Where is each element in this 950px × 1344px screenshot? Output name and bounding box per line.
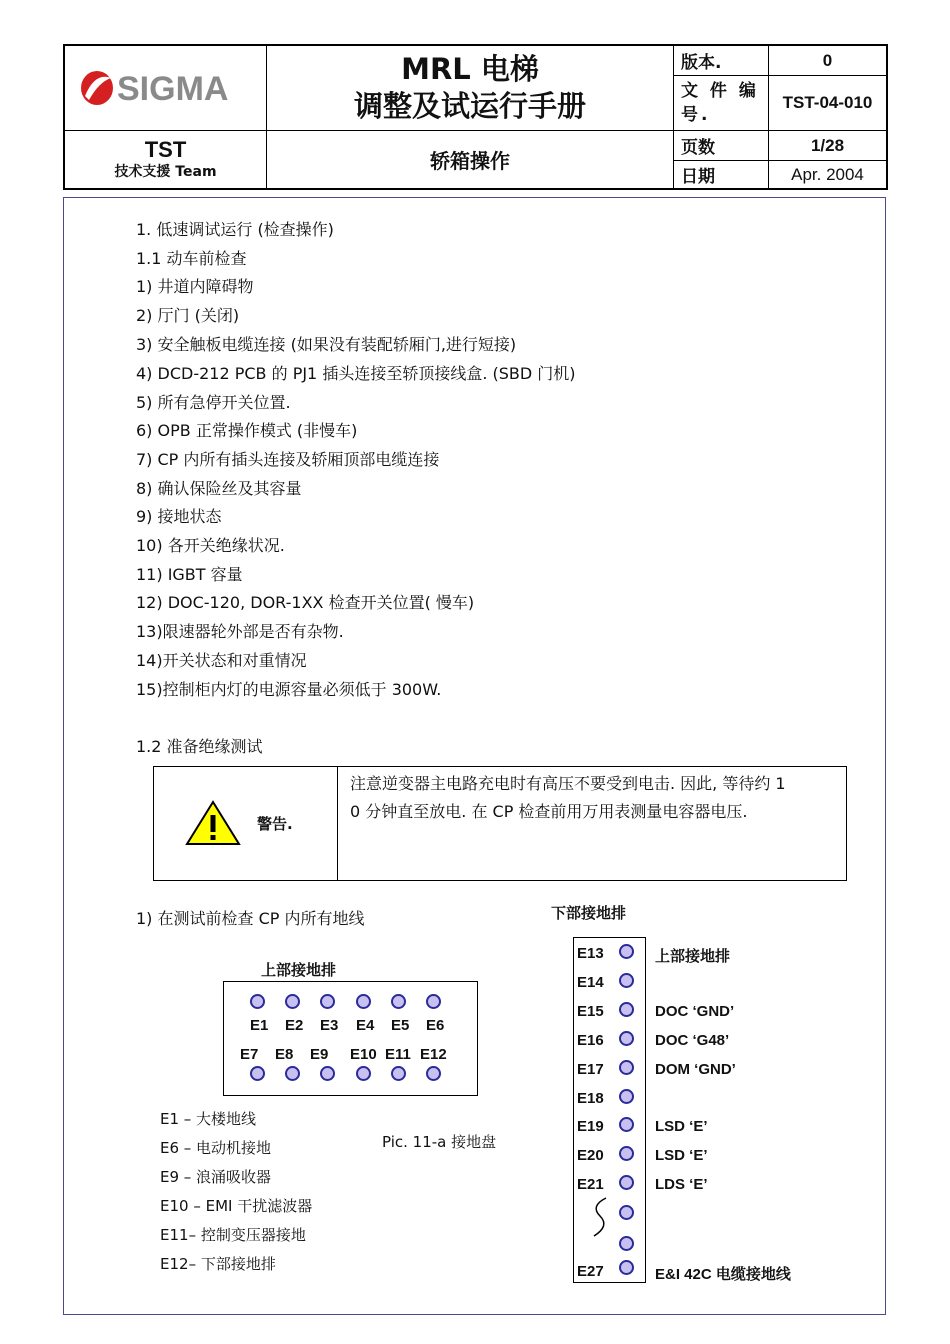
terminal-circle bbox=[285, 994, 300, 1009]
checklist-item: 2) 厅门 (关闭) bbox=[136, 306, 240, 325]
terminal-desc: LDS ‘E’ bbox=[655, 1176, 708, 1194]
team-title: TST bbox=[144, 136, 187, 162]
terminal-circle bbox=[619, 944, 634, 959]
checklist-item: 12) DOC-120, DOR-1XX 检查开关位置( 慢车) bbox=[136, 593, 475, 612]
terminal-circle bbox=[426, 994, 441, 1009]
section-title: 轿箱操作 bbox=[430, 149, 510, 173]
terminal-id: E13 bbox=[577, 945, 604, 962]
checklist-item: 15)控制柜内灯的电源容量必须低于 300W. bbox=[136, 680, 442, 699]
legend-item: E9 – 浪涌吸收器 bbox=[160, 1168, 272, 1186]
terminal-circle bbox=[320, 994, 335, 1009]
company-logo bbox=[65, 46, 266, 130]
date-label: 日期 bbox=[681, 167, 715, 187]
checklist-item: 6) OPB 正常操作模式 (非慢车) bbox=[136, 421, 358, 440]
terminal-circle bbox=[619, 1060, 634, 1075]
sigma-logo-icon bbox=[71, 58, 261, 118]
doc-number-value: TST-04-010 bbox=[782, 93, 873, 112]
terminal-circle bbox=[391, 1066, 406, 1081]
date-value: Apr. 2004 bbox=[791, 164, 864, 184]
sub-heading: 1.2 准备绝缘测试 bbox=[136, 737, 263, 756]
terminal-circle bbox=[619, 1089, 634, 1104]
version-label: 版本. bbox=[681, 53, 722, 73]
checklist-item: 8) 确认保险丝及其容量 bbox=[136, 479, 302, 498]
checklist-item: 9) 接地状态 bbox=[136, 507, 222, 526]
terminal-circle bbox=[619, 1031, 634, 1046]
terminal-label: E6 bbox=[426, 1017, 445, 1034]
terminal-circle bbox=[250, 1066, 265, 1081]
terminal-label: E1 bbox=[250, 1017, 269, 1034]
manual-title-line1: MRL 电梯 bbox=[401, 52, 539, 86]
terminal-circle bbox=[356, 994, 371, 1009]
terminal-circle bbox=[619, 1236, 634, 1251]
terminal-label: E3 bbox=[320, 1017, 339, 1034]
terminal-circle-e27 bbox=[619, 1260, 634, 1275]
logo-text: SIGMA bbox=[116, 70, 228, 108]
terminal-id: E17 bbox=[577, 1060, 604, 1078]
terminal-id: E14 bbox=[577, 973, 604, 991]
terminal-circle bbox=[320, 1066, 335, 1081]
terminal-label: E9 bbox=[310, 1046, 329, 1063]
terminal-desc: 上部接地排 bbox=[655, 948, 731, 965]
upper-bar-title: 上部接地排 bbox=[261, 961, 337, 979]
warning-text-line1: 注意逆变器主电路充电时有高压不要受到电击. 因此, 等待约 1 bbox=[350, 774, 786, 793]
terminal-label: E10 bbox=[350, 1046, 377, 1063]
terminal-circle bbox=[619, 1002, 634, 1017]
terminal-circle bbox=[391, 994, 406, 1009]
checklist-item: 1. 低速调试运行 (检查操作) bbox=[136, 220, 334, 239]
version-value: 0 bbox=[822, 50, 833, 70]
terminal-circle bbox=[356, 1066, 371, 1081]
warning-text-line2: 0 分钟直至放电. 在 CP 检查前用万用表测量电容器电压. bbox=[350, 802, 748, 821]
checklist-item: 14)开关状态和对重情况 bbox=[136, 651, 307, 670]
terminal-circle bbox=[285, 1066, 300, 1081]
checklist-item: 7) CP 内所有插头连接及轿厢顶部电缆连接 bbox=[136, 450, 440, 469]
team-subtitle: 技术支援 Team bbox=[114, 163, 217, 180]
legend-item: E1 – 大楼地线 bbox=[160, 1110, 257, 1128]
terminal-desc: DOC ‘GND’ bbox=[655, 1002, 735, 1020]
checklist-item: 10) 各开关绝缘状况. bbox=[136, 536, 285, 555]
terminal-id: E15 bbox=[577, 1002, 604, 1020]
checklist-item: 11) IGBT 容量 bbox=[136, 565, 243, 584]
terminal-label: E8 bbox=[275, 1046, 294, 1063]
document-header bbox=[63, 44, 888, 190]
pages-label: 页数 bbox=[681, 138, 715, 158]
legend-item: E10 – EMI 干扰滤波器 bbox=[160, 1197, 313, 1215]
terminal-circle bbox=[426, 1066, 441, 1081]
terminal-id-e27: E27 bbox=[577, 1263, 604, 1280]
lower-bar-title: 下部接地排 bbox=[551, 904, 627, 922]
terminal-circle bbox=[619, 973, 634, 988]
checklist-item: 1) 井道内障碍物 bbox=[136, 277, 254, 296]
terminal-desc: LSD ‘E’ bbox=[655, 1118, 708, 1136]
warning-box bbox=[153, 766, 847, 881]
terminal-desc: LSD ‘E’ bbox=[655, 1147, 708, 1165]
terminal-label: E2 bbox=[285, 1017, 304, 1034]
manual-title-line2: 调整及试运行手册 bbox=[353, 89, 586, 123]
terminal-desc: DOC ‘G48’ bbox=[655, 1031, 730, 1049]
doc-number-label: 文 件 编 号. bbox=[681, 81, 759, 125]
terminal-label: E7 bbox=[240, 1046, 259, 1063]
terminal-circle bbox=[250, 994, 265, 1009]
terminal-id: E21 bbox=[577, 1176, 604, 1194]
terminal-label: E4 bbox=[356, 1017, 375, 1034]
break-symbol-icon bbox=[588, 1196, 618, 1238]
terminal-desc: DOM ‘GND’ bbox=[655, 1060, 736, 1078]
warning-label: 警告. bbox=[257, 815, 293, 833]
terminal-label: E11 bbox=[385, 1046, 411, 1063]
checklist-item: 1.1 动车前检查 bbox=[136, 249, 247, 268]
legend-item: E11– 控制变压器接地 bbox=[160, 1226, 306, 1244]
terminal-id: E20 bbox=[577, 1147, 604, 1165]
terminal-desc-e27: E&I 42C 电缆接地线 bbox=[655, 1266, 791, 1283]
terminal-id: E16 bbox=[577, 1031, 604, 1049]
checklist-item: 4) DCD-212 PCB 的 PJ1 插头连接至轿顶接线盒. (SBD 门机) bbox=[136, 364, 576, 383]
step-check-grounds: 1) 在测试前检查 CP 内所有地线 bbox=[136, 909, 365, 928]
terminal-id: E19 bbox=[577, 1118, 604, 1136]
terminal-label: E12 bbox=[420, 1046, 447, 1063]
legend-item: E12– 下部接地排 bbox=[160, 1255, 276, 1273]
checklist-item: 5) 所有急停开关位置. bbox=[136, 393, 291, 412]
pic-caption: Pic. 11-a 接地盘 bbox=[382, 1133, 497, 1151]
warning-triangle-icon bbox=[184, 799, 242, 847]
checklist-item: 3) 安全触板电缆连接 (如果没有装配轿厢门,进行短接) bbox=[136, 335, 517, 354]
terminal-label: E5 bbox=[391, 1017, 410, 1034]
terminal-circle bbox=[619, 1205, 634, 1220]
terminal-id: E18 bbox=[577, 1089, 604, 1107]
checklist-item: 13)限速器轮外部是否有杂物. bbox=[136, 622, 344, 641]
pages-value: 1/28 bbox=[810, 135, 845, 155]
legend-item: E6 – 电动机接地 bbox=[160, 1139, 272, 1157]
